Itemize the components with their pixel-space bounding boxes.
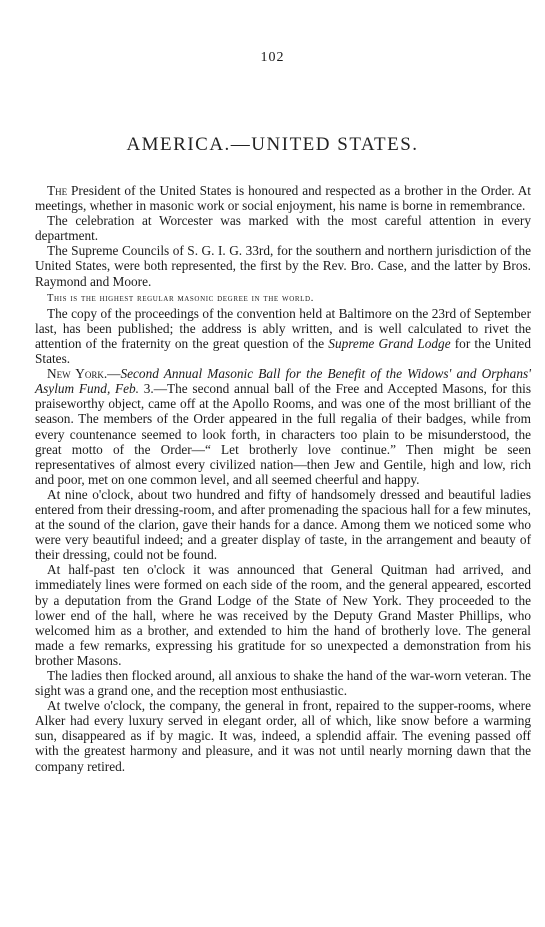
paragraph-ladies-flocked: The ladies then flocked around, all anxious to shake the hand of the war-worn veteran. The sight was a grand one, and the reception most enthusiastic. <box>35 668 531 699</box>
article-body <box>35 183 531 774</box>
paragraph-text: President of the United States is honoured and respected as a brother in the Order. At meetings, whether in masonic work or social enjoyment, his name is borne in remembrance. <box>35 183 531 214</box>
paragraph-general-quitman: At half-past ten o'clock it was announced that General Quitman had arrived, and immediately lines were formed on each side of the room, and the general appeared, escorted by a deputation from the Grand Lodge of the State of New York. They proceeded to the lower end of the hall, where he was received by the Deputy Grand Master Phillips, who welcomed him as a brother, and extended to him the hand of brotherly love. The general made a few remarks, expressing his gratitude for so unexpected a demonstration from his brother Masons. <box>35 562 531 668</box>
paragraph-supreme-councils: The Supreme Councils of S. G. I. G. 33rd, for the southern and northern jurisdiction of the United States, were both represented, the first by the Rev. Bro. Case, and the latter by Bros. Raymond and Moore. <box>35 243 531 289</box>
paragraph-new-york-ball <box>35 366 531 487</box>
paragraph-supper: At twelve o'clock, the company, the general in front, repaired to the supper-rooms, where Alker had every luxury served in elegant order, all of which, like snow before a warming sun, disappeared as if by magic. It was, indeed, a splendid affair. The evening passed off with the greatest harmony and pleasure, and it was not until nearly morning dawn that the company retired. <box>35 698 531 774</box>
dash: — <box>107 366 121 382</box>
lead-word: The <box>47 183 68 198</box>
small-caps-statement: This is the highest regular masonic degree in the world. <box>47 292 314 304</box>
paragraph-worcester: The celebration at Worcester was marked with the most careful attention in every department. <box>35 213 531 244</box>
italic-heading: Second Annual Masonic Ball for the Benefit of the Widows' and Orphans' Asylum Fund, Feb. <box>35 366 531 397</box>
paragraph-text: The copy of the proceedings of the convention held at Baltimore on the 23rd of September last, has been published; the address is ably written, and is well calculated to rivet the attention of the fraternity on the great question of the <box>35 305 531 351</box>
section-lead: New York. <box>47 366 108 382</box>
paragraph-highest-degree <box>35 289 531 306</box>
paragraph-president <box>35 183 531 213</box>
italic-phrase: Supreme Grand Lodge <box>328 335 451 351</box>
page-number: 102 <box>260 50 285 65</box>
paragraph-ladies-entered: At nine o'clock, about two hundred and fifty of handsomely dressed and beautiful ladies entered from their dressing-room, and after promenading the spacious hall for a few minutes, at the sound of the clarion, gave their hands for a dance. Among them we noticed some who were very beautiful indeed; and a greater display of taste, in the arrangement and beauty of their dressing, could not be found. <box>35 486 531 563</box>
paragraph-convention <box>35 306 531 366</box>
page-title: AMERICA.—UNITED STATES. <box>126 134 419 155</box>
paragraph-text: 3.—The second annual ball of the Free and Accepted Masons, for this praiseworthy object, came off at the Apollo Rooms, and was one of the most brilliant of the season. The members of the Order appeared in the full regalia of their badges, while from every countenance seemed to look forth, in characters too plain to be misunderstood, the great motto of the Order—“ Let brotherly love continue.” Then might be seen representatives of almost every civilized nation—then Jew and Gentile, high and low, rich and poor, met on one common level, and all seemed cheerful and happy. <box>35 381 531 487</box>
paragraph-text: for the United States. <box>35 335 531 367</box>
